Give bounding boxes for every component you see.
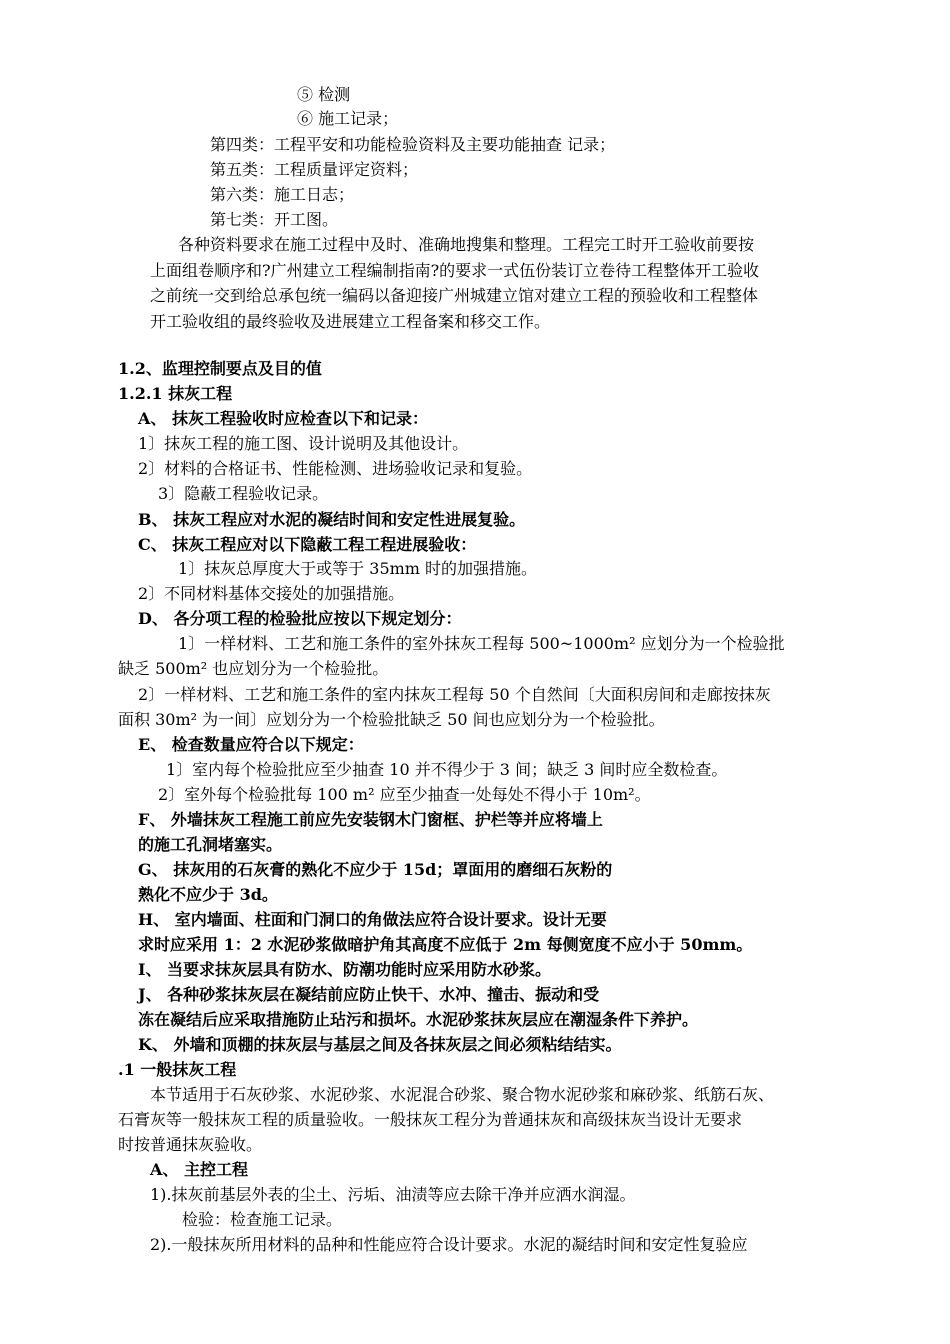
item-heading: G、 抹灰用的石灰膏的熟化不应少于 15d；罩面用的磨细石灰粉的	[138, 860, 613, 879]
item-heading: D、 各分项工程的检验批应按以下规定划分：	[138, 609, 462, 628]
paragraph-line: 上面组卷顺序和?广州建立工程编制指南?的要求一式伍份装订立卷待工程整体开工验收	[150, 261, 760, 280]
paragraph-line: 时按普通抹灰验收。	[118, 1135, 263, 1154]
item-heading: E、 检查数量应符合以下规定：	[138, 735, 364, 754]
paragraph-line: 各种资料要求在施工过程中及时、准确地搜集和整理。工程完工时开工验收前要按	[178, 235, 755, 254]
list-item: 3〕隐蔽工程验收记录。	[158, 484, 329, 503]
list-item: 1〕一样材料、工艺和施工条件的室外抹灰工程每 500~1000m² 应划分为一个检验批	[178, 634, 785, 653]
list-item: 第七类：开工图。	[210, 210, 339, 229]
item-heading: 熟化不应少于 3d。	[138, 885, 278, 904]
list-item: 面积 30m² 为一间〕应划分为一个检验批缺乏 50 间也应划分为一个检验批。	[118, 710, 665, 729]
item-heading: 的施工孔洞堵塞实。	[138, 835, 283, 854]
paragraph-line: 石膏灰等一般抹灰工程的质量验收。一般抹灰工程分为普通抹灰和高级抹灰当设计无要求	[118, 1110, 743, 1129]
list-item: 2〕一样材料、工艺和施工条件的室内抹灰工程每 50 个自然间〔大面积房间和走廊按抹灰	[138, 685, 771, 704]
section-heading: 1.2、监理控制要点及目的值	[118, 359, 322, 378]
item-heading: B、 抹灰工程应对水泥的凝结时间和安定性进展复验。	[138, 510, 526, 529]
paragraph-line: 本节适用于石灰砂浆、水泥砂浆、水泥混合砂浆、聚合物水泥砂浆和麻砂浆、纸筋石灰、	[150, 1085, 775, 1104]
list-item: 1).抹灰前基层外表的尘土、污垢、油渍等应去除干净并应洒水润湿。	[150, 1185, 636, 1204]
item-heading: I、 当要求抹灰层具有防水、防潮功能时应采用防水砂浆。	[138, 960, 552, 979]
list-item: 1〕抹灰总厚度大于或等于 35mm 时的加强措施。	[178, 559, 538, 578]
list-item: 1〕室内每个检验批应至少抽查 10 并不得少于 3 间；缺乏 3 间时应全数检查。	[166, 760, 728, 779]
item-heading: K、 外墙和顶棚的抹灰层与基层之间及各抹灰层之间必须粘结结实。	[138, 1035, 622, 1054]
item-heading: A、 主控工程	[150, 1160, 248, 1179]
list-item: 2〕材料的合格证书、性能检测、进场验收记录和复验。	[138, 459, 533, 478]
list-item: ⑥ 施工记录；	[297, 109, 399, 128]
paragraph-line: 之前统一交到给总承包统一编码以备迎接广州城建立馆对建立工程的预验收和工程整体	[150, 286, 759, 305]
subsection-heading: 1.2.1 抹灰工程	[118, 384, 233, 403]
list-item: 第五类：工程质量评定资料；	[210, 160, 419, 179]
list-item: 缺乏 500m² 也应划分为一个检验批。	[118, 659, 389, 678]
item-heading: 冻在凝结后应采取措施防止玷污和损坏。水泥砂浆抹灰层应在潮湿条件下养护。	[138, 1010, 699, 1029]
item-heading: H、 室内墙面、柱面和门洞口的角做法应符合设计要求。设计无要	[138, 910, 607, 929]
item-heading: C、 抹灰工程应对以下隐蔽工程工程进展验收：	[138, 535, 477, 554]
item-heading: 求时应采用 1：2 水泥砂浆做暗护角其高度不应低于 2m 每侧宽度不应小于 50mm。	[138, 935, 753, 954]
item-heading: F、 外墙抹灰工程施工前应先安装钢木门窗框、护栏等并应将墙上	[138, 810, 603, 829]
list-item: 2〕室外每个检验批每 100 m² 应至少抽查一处每处不得小于 10m²。	[158, 785, 651, 804]
subsection-heading: .1 一般抹灰工程	[118, 1060, 237, 1079]
item-heading: A、 抹灰工程验收时应检查以下和记录：	[138, 409, 428, 428]
item-heading: J、 各种砂浆抹灰层在凝结前应防止快干、水冲、撞击、振动和受	[138, 985, 600, 1004]
list-item: 1〕抹灰工程的施工图、设计说明及其他设计。	[138, 434, 469, 453]
list-item: 第四类：工程平安和功能检验资料及主要功能抽查 记录；	[210, 135, 616, 154]
list-item: 2).一般抹灰所用材料的品种和性能应符合设计要求。水泥的凝结时间和安定性复验应	[150, 1235, 748, 1254]
paragraph-line: 开工验收组的最终验收及进展建立工程备案和移交工作。	[150, 312, 551, 331]
list-item: 检验：检查施工记录。	[182, 1210, 343, 1229]
list-item: ⑤ 检测	[297, 85, 351, 104]
list-item: 2〕不同材料基体交接处的加强措施。	[138, 584, 405, 603]
list-item: 第六类：施工日志；	[210, 185, 355, 204]
